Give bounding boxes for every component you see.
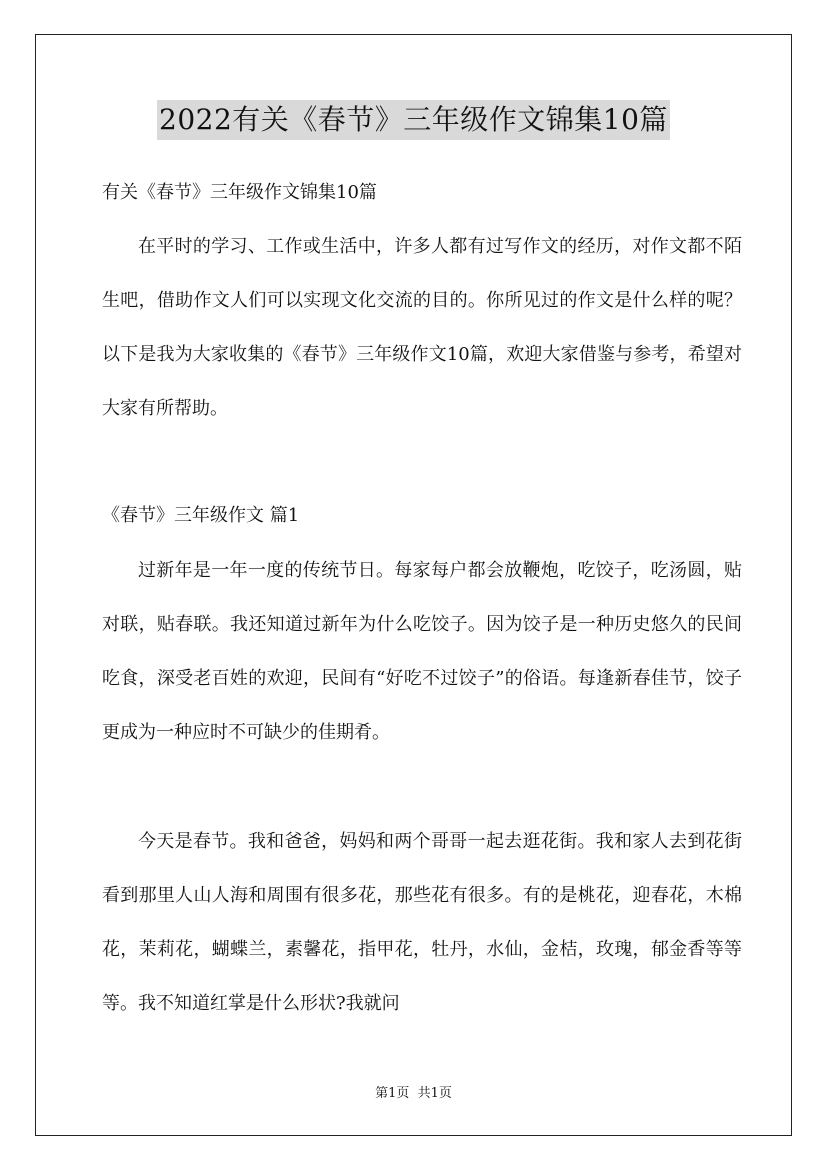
essay-paragraph-2: 今天是春节。我和爸爸，妈妈和两个哥哥一起去逛花街。我和家人去到花街看到那里人山人海和周围有很多花，那些花有很多。有的是桃花，迎春花，木棉花，茉莉花，蝴蝶兰，素馨花，指甲花，牡丹，水仙，金桔，玫瑰，郁金香等等等。我不知道红掌是什么形状?我就问 [102,831,742,1014]
page-total: 共1页 [417,1086,452,1101]
intro-paragraph: 在平时的学习、工作或生活中，许多人都有过写作文的经历，对作文都不陌生吧，借助作文人们可以实现文化交流的目的。你所见过的作文是什么样的呢？以下是我为大家收集的《春节》三年级作文10篇，欢迎大家借鉴与参考，希望对大家有所帮助。 [102,236,742,419]
page-footer [0,1085,827,1103]
page-number: 第1页 [375,1086,410,1101]
title-container [0,100,827,140]
document-subtitle: 有关《春节》三年级作文锦集10篇 [102,182,377,203]
essay-paragraph-1: 过新年是一年一度的传统节日。每家每户都会放鞭炮，吃饺子，吃汤圆，贴对联，贴春联。我还知道过新年为什么吃饺子。因为饺子是一种历史悠久的民间吃食，深受老百姓的欢迎，民间有“好吃不过饺子”的俗语。每逢新春佳节，饺子更成为一种应时不可缺少的佳期肴。 [102,560,742,743]
section-heading: 《春节》三年级作文 篇1 [102,505,300,526]
document-title: 2022有关《春节》三年级作文锦集10篇 [157,100,670,140]
